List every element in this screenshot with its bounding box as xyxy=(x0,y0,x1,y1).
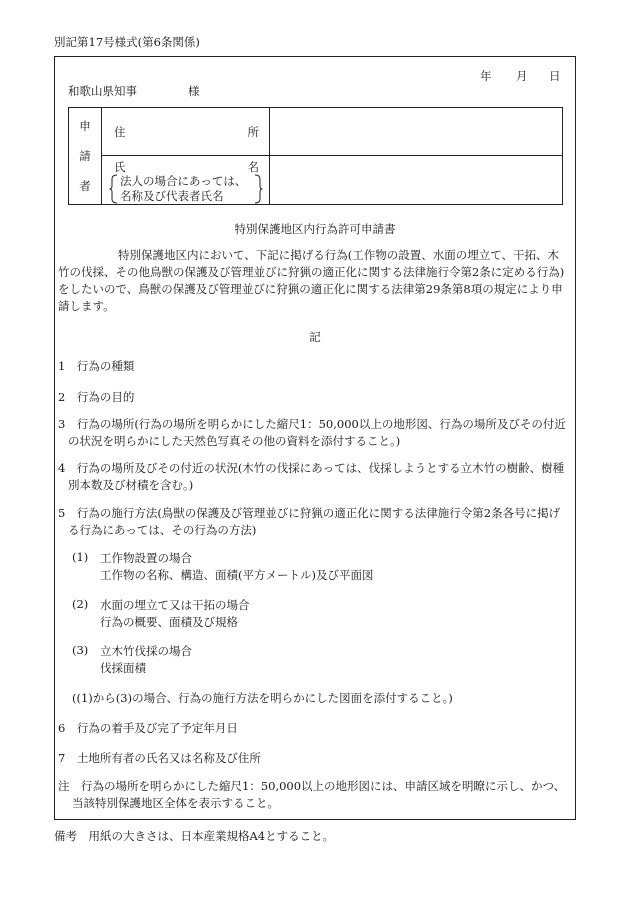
applicant-label-char: 申 xyxy=(79,119,91,133)
addressee-honorific: 様 xyxy=(188,84,200,98)
form-id: 別記第17号様式(第6条関係) xyxy=(54,35,200,49)
left-bracket-icon xyxy=(109,174,119,204)
applicant-label-cell xyxy=(69,108,102,205)
item-3-line2: の状況を明らかにした天然色写真その他の資料を添付すること。) xyxy=(68,434,401,448)
item-5-line2: る行為にあっては、その行為の方法) xyxy=(68,523,257,537)
sub-item-2-body: 行為の概要、面積及び規格 xyxy=(100,615,238,629)
applicant-label-char: 者 xyxy=(79,179,91,193)
date-month: 月 xyxy=(516,69,528,83)
addressee-name: 和歌山県知事 xyxy=(68,84,137,98)
corp-note-line2: 名称及び代表者氏名 xyxy=(120,189,224,203)
sub-items-note: ((1)から(3)の場合、行為の施行方法を明らかにした図面を添付すること。) xyxy=(72,691,453,705)
item-1: 1 行為の種類 xyxy=(58,359,135,373)
sub-item-3-body: 伐採面積 xyxy=(100,661,146,675)
address-label-left: 住 xyxy=(114,125,126,139)
address-label-right: 所 xyxy=(247,125,259,139)
sub-item-3-number: (3) xyxy=(72,643,89,657)
note-line2: 当該特別保護地区全体を表示すること。 xyxy=(72,796,279,810)
address-label-cell xyxy=(102,108,270,156)
sub-item-1-number: (1) xyxy=(72,550,89,564)
date-day: 日 xyxy=(549,69,561,83)
corp-note-line1: 法人の場合にあっては、 xyxy=(120,174,247,188)
address-value-cell[interactable] xyxy=(270,108,563,156)
remarks: 備考 用紙の大きさは、日本産業規格A4とすること。 xyxy=(54,829,335,843)
name-value-cell[interactable] xyxy=(270,156,563,205)
sub-item-2-number: (2) xyxy=(72,597,89,611)
item-3-line1: 3 行為の場所(行為の場所を明らかにした縮尺1：50,000以上の地形図、行為の場所及びその付近 xyxy=(58,417,566,431)
ki-heading: 記 xyxy=(309,330,321,344)
intro-line: 請します。 xyxy=(58,299,115,313)
item-4-line2: 別本数及び材積を含む。) xyxy=(68,478,194,492)
intro-line: 特別保護地区内において、下記に掲げる行為(工作物の設置、水面の埋立て、干拓、木 xyxy=(118,248,560,262)
note-line1: 注 行為の場所を明らかにした縮尺1：50,000以上の地形図には、申請区域を明瞭に示し、かつ、 xyxy=(58,779,566,793)
intro-line: 竹の伐採、その他鳥獣の保護及び管理並びに狩猟の適正化に関する法律施行令第2条に定める行為) xyxy=(58,265,565,279)
right-bracket-icon xyxy=(253,174,263,204)
name-label-right: 名 xyxy=(247,160,259,174)
name-label-cell xyxy=(102,156,270,205)
applicant-table xyxy=(68,107,563,205)
sub-item-3-title: 立木竹伐採の場合 xyxy=(100,644,192,658)
item-7: 7 土地所有者の氏名又は名称及び住所 xyxy=(58,751,261,765)
item-4-line1: 4 行為の場所及びその付近の状況(木竹の伐採にあっては、伐採しようとする立木竹の樹齢、樹種 xyxy=(58,461,565,475)
date-year: 年 xyxy=(480,69,492,83)
item-5-line1: 5 行為の施行方法(鳥獣の保護及び管理並びに狩猟の適正化に関する法律施行令第2条各号に掲げ xyxy=(58,506,561,520)
item-6: 6 行為の着手及び完了予定年月日 xyxy=(58,721,238,735)
name-label-left: 氏 xyxy=(114,160,126,174)
sub-item-1-body: 工作物の名称、構造、面積(平方メートル)及び平面図 xyxy=(100,568,374,582)
sub-item-1-title: 工作物設置の場合 xyxy=(100,551,192,565)
intro-line: をしたいので、鳥獣の保護及び管理並びに狩猟の適正化に関する法律第29条第8項の規定により申 xyxy=(58,282,563,296)
applicant-label-char: 請 xyxy=(79,149,91,163)
sub-item-2-title: 水面の埋立て又は干拓の場合 xyxy=(100,598,250,612)
document-title: 特別保護地区内行為許可申請書 xyxy=(234,222,396,236)
item-2: 2 行為の目的 xyxy=(58,390,135,404)
